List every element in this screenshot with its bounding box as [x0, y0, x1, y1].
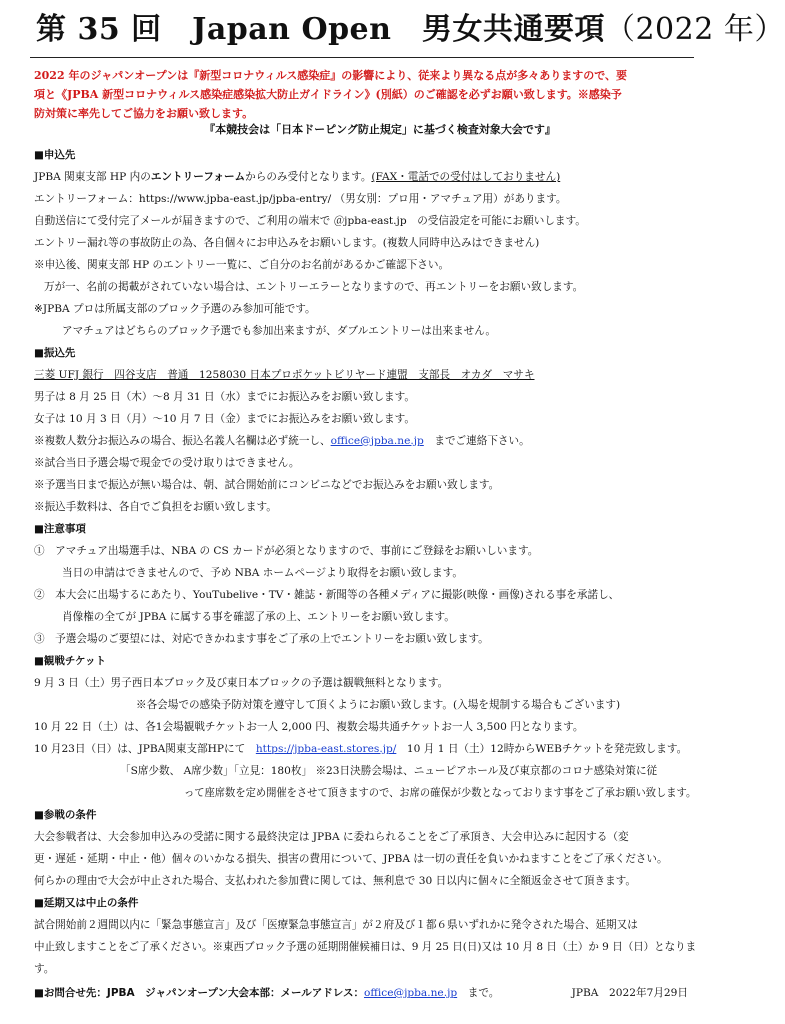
condition-line: 更・遅延・延期・中止・他）個々のいかなる損失、損害の費用について、JPBA は一切の責任を負いかねますことをご了承ください。: [34, 853, 668, 865]
intro-line: 防対策に率先してご協力をお願い致します。: [34, 107, 254, 120]
no-fax-note: (FAX・電話での受付はしておりません): [371, 171, 561, 183]
title-year: （2022 年）: [604, 12, 785, 47]
application-line: 万が一、名前の掲載がされていない場合は、エントリーエラーとなりますので、再エントリーをお願い致します。: [44, 281, 584, 293]
section-heading-postpone: ■延期又は中止の条件: [34, 897, 139, 909]
caution-line: ① アマチュア出場選手は、NBA の CS カードが必須となりますので、事前にご登録をお願いしいます。: [34, 545, 539, 557]
caution-line: ③ 予選会場のご要望には、対応できかねます事をご了承の上でエントリーをお願い致します。: [34, 633, 489, 645]
ticket-line: って座席数を定め開催をさせて頂きますので、お席の確保が少数となっております事をご了承お願い致します。: [184, 787, 697, 799]
application-line: ※申込後、関東支部 HP のエントリー一覧に、ご自分のお名前があるかご確認下さい。: [34, 259, 450, 271]
section-heading-tickets: ■観戦チケット: [34, 655, 106, 667]
application-line: アマチュアはどちらのブロック予選でも参加出来ますが、ダブルエントリーは出来ません。: [62, 325, 497, 337]
intro-line: 2022 年のジャパンオープンは『新型コロナウィルス感染症』の影響により、従来より異なる点が多々ありますので、要: [34, 69, 628, 82]
entry-form-label: エントリーフォーム: [150, 171, 246, 183]
intro-line: 項と《JPBA 新型コロナウィルス感染症感染拡大防止ガイドライン》(別紙）のご確認を必ずお願い致します。※感染予: [34, 88, 622, 101]
covid-intro: [34, 66, 692, 123]
issue-signature: JPBA 2022年7月29日: [571, 987, 688, 999]
payment-line: 男子は 8 月 25 日（木）～8 月 31 日（水）までにお振込みをお願い致します。: [34, 391, 415, 403]
section-heading-application: ■申込先: [34, 149, 76, 161]
caution-line: 肖像権の全てが JPBA に属する事を確認了承の上、エントリーをお願い致します。: [62, 611, 455, 623]
ticket-line: 9 月 3 日（土）男子西日本ブロック及び東日本ブロックの予選は観戦無料となります。: [34, 677, 449, 689]
caution-line: ② 本大会に出場するにあたり、YouTubelive・TV・雑誌・新聞等の各種メディアに撮影(映像・画像)される事を承諾し、: [34, 589, 620, 601]
contact-line: ■お問合せ先：JPBA ジャパンオープン大会本部：メールアドレス：office@jpba.ne.jp まで。: [34, 987, 500, 999]
application-line: エントリーフォーム：https://www.jpba-east.jp/jpba-entry/ （男女別：プロ用・アマチュア用）があります。: [34, 193, 567, 205]
payment-line: ※予選当日まで振込が無い場合は、朝、試合開始前にコンビニなどでお振込みをお願い致します。: [34, 479, 500, 491]
condition-line: 何らかの理由で大会が中止された場合、支払われた参加費に関しては、無利息で 30 日以内に個々に全額返金させて頂きます。: [34, 875, 637, 887]
condition-line: 大会参戦者は、大会参加申込みの受諾に関する最終決定は JPBA に委ねられることをご了承頂き、大会申込みに起因する（変: [34, 831, 629, 843]
ticket-line: 10 月23日（日）は、JPBA関東支部HPにて https://jpba-east.stores.jp/ 10 月 1 日（土）12時からWEBチケットを発売致します。: [34, 743, 688, 755]
payment-line: ※複数人数分お振込みの場合、振込名義人名欄は必ず統一し、office@jpba.ne.jp までご連絡下さい。: [34, 435, 530, 447]
section-heading-conditions: ■参戦の条件: [34, 809, 97, 821]
ticket-line: 10 月 22 日（土）は、各1会場観戦チケットお一人 2,000 円、複数会場共通チケットお一人 3,500 円となります。: [34, 721, 584, 733]
ticket-line: ※各会場での感染予防対策を遵守して頂くようにお願い致します。(入場を規制する場合もございます): [136, 699, 621, 711]
application-line: エントリー漏れ等の事故防止の為、各自個々にお申込みをお願いします。(複数人同時申込みはできません): [34, 237, 540, 249]
application-line: JPBA 関東支部 HP 内のエントリーフォームからのみ受付となります。(FAX・電話での受付はしておりません): [34, 171, 561, 183]
postpone-line: 試合開始前２週間以内に「緊急事態宣言」及び「医療緊急事態宣言」が２府及び１都６県いずれかに発令された場合、延期又は: [34, 919, 638, 931]
application-line: 自動送信にて受付完了メールが届きますので、ご利用の端末で ＠jpba-east.jp の受信設定を可能にお願いします。: [34, 215, 586, 227]
application-line: ※JPBA プロは所属支部のブロック予選のみ参加可能です。: [34, 303, 316, 315]
payment-line: ※試合当日予選会場で現金での受け取りはできません。: [34, 457, 300, 469]
caution-line: 当日の申請はできませんので、予め NBA ホームページより取得をお願い致します。: [62, 567, 463, 579]
ticket-store-link[interactable]: https://jpba-east.stores.jp/: [255, 743, 397, 755]
section-heading-cautions: ■注意事項: [34, 523, 86, 535]
payment-line: 女子は 10 月 3 日（月）～10 月 7 日（金）までにお振込みをお願い致します。: [34, 413, 415, 425]
title-divider: [30, 57, 694, 58]
section-heading-payment: ■振込先: [34, 347, 76, 359]
office-email-link[interactable]: office@jpba.ne.jp: [330, 435, 424, 447]
postpone-line: す。: [34, 963, 55, 975]
payment-line: ※振込手数料は、各自でご負担をお願い致します。: [34, 501, 277, 513]
bank-account: 三菱 UFJ 銀行 四谷支店 普通 1258030 日本プロポケットビリヤード連盟 支部長 オカダ マサキ: [34, 369, 535, 381]
postpone-line: 中止致しますことをご了承ください。※東西ブロック予選の延期開催候補日は、9 月 25 日(日)又は 10 月 8 日（土）か 9 日（日）となりま: [34, 941, 697, 953]
doping-notice: 『本競技会は「日本ドーピング防止規定」に基づく検査対象大会です』: [204, 123, 556, 136]
page-title: [36, 8, 785, 52]
ticket-line: 「S席少数、 A席少数」「立見：180枚」 ※23日決勝会場は、ニューピアホール及び東京都のコロナ感染対策に従: [120, 765, 658, 777]
title-main: 第 35 回 Japan Open 男女共通要項: [36, 12, 605, 47]
contact-email-link[interactable]: office@jpba.ne.jp: [363, 987, 458, 999]
